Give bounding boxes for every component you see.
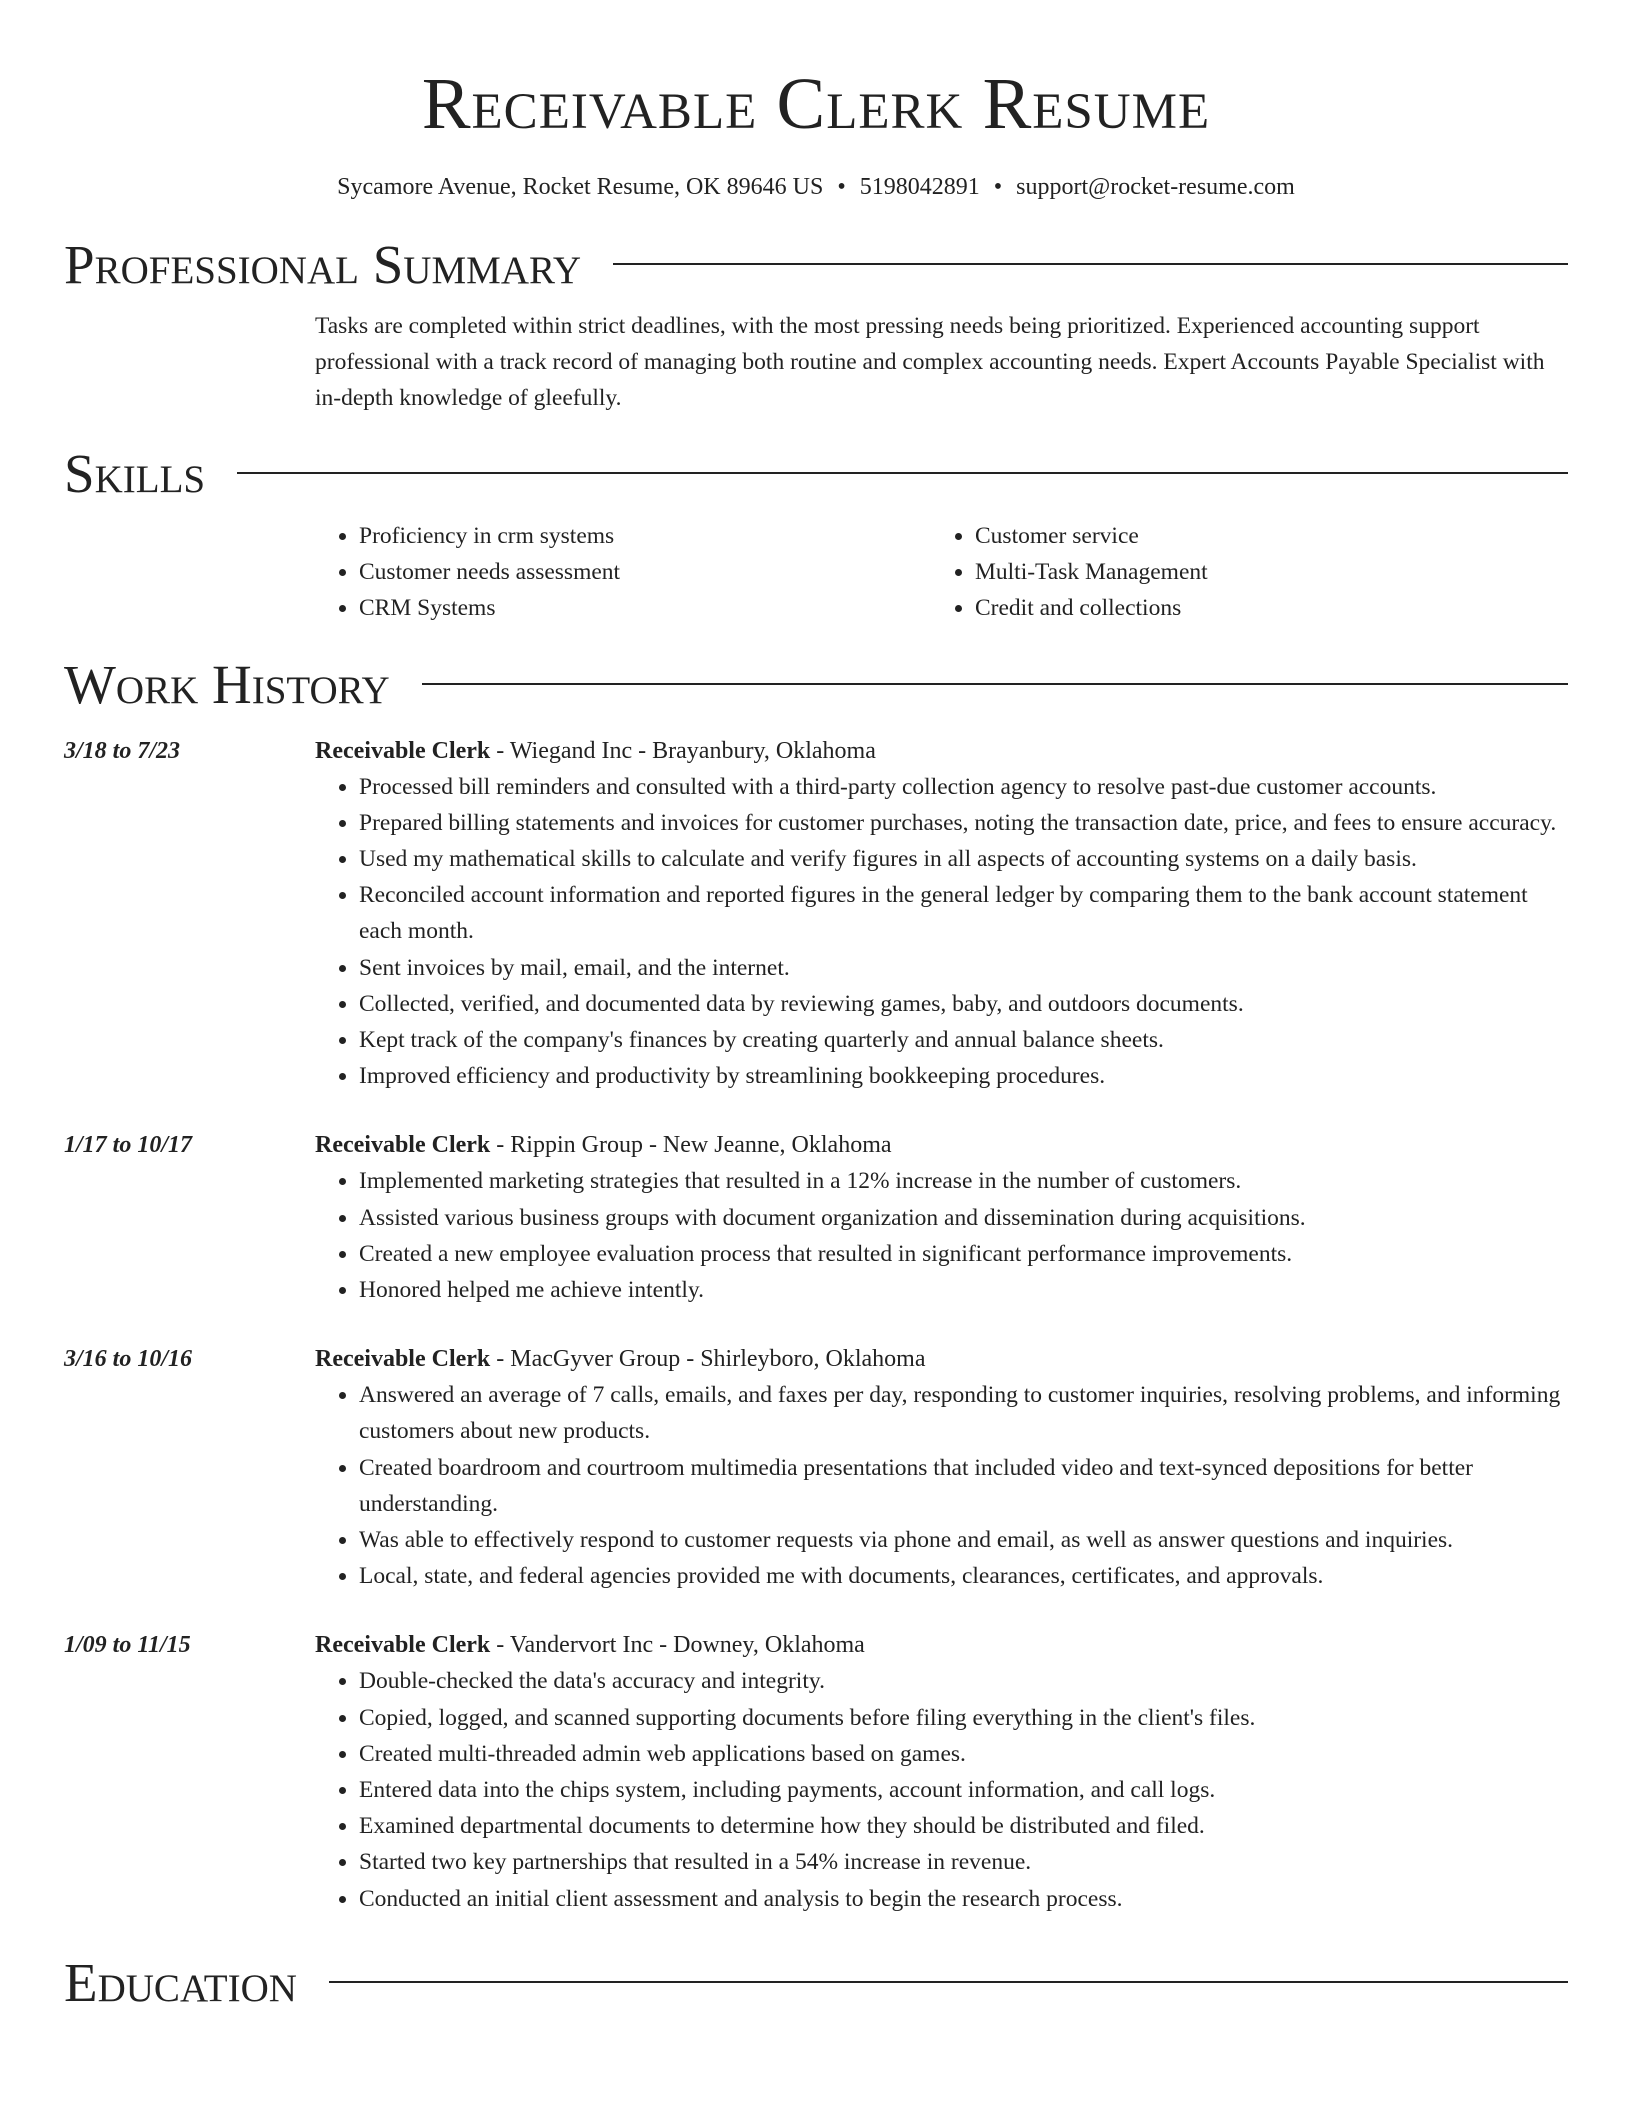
- job-bullet: • Kept track of the company's finances by creating quarterly and annual balance sheets.: [359, 1022, 1568, 1058]
- work-section-header: [64, 653, 1568, 717]
- section-title-education: Education: [64, 1951, 297, 2013]
- skills-list: [315, 518, 1568, 627]
- skill-item: • CRM Systems: [359, 590, 931, 626]
- job-title: Receivable Clerk: [315, 1632, 491, 1659]
- job-bullet: • Collected, verified, and documented data by reviewing games, baby, and outdoors documents.: [359, 986, 1568, 1022]
- job-content: [315, 1627, 1568, 1916]
- job-responsibilities: [315, 1377, 1568, 1594]
- job-dates: 1/17 to 10/17: [64, 1132, 193, 1159]
- job-company-location: - Wiegand Inc - Brayanbury, Oklahoma: [490, 737, 876, 764]
- job-bullet: • Conducted an initial client assessment and analysis to begin the research process.: [359, 1881, 1568, 1917]
- job-bullet: • Reconciled account information and reported figures in the general ledger by comparing them to the bank account statement each month.: [359, 877, 1568, 949]
- skill-item: • Customer service: [975, 518, 1547, 554]
- contact-line: [64, 172, 1568, 202]
- job-bullet: • Created multi-threaded admin web applications based on games.: [359, 1736, 1568, 1772]
- job-content: [315, 733, 1568, 1095]
- skill-item: • Customer needs assessment: [359, 554, 931, 590]
- job-bullet: • Created a new employee evaluation process that resulted in significant performance improvements.: [359, 1236, 1568, 1272]
- job-heading: [315, 1627, 1568, 1663]
- job-title: Receivable Clerk: [315, 1132, 491, 1159]
- job-bullet: • Created boardroom and courtroom multimedia presentations that included video and text-synced depositions for better understanding.: [359, 1450, 1568, 1522]
- job-responsibilities: [315, 1663, 1568, 1916]
- job-title: Receivable Clerk: [315, 737, 491, 764]
- job-title: Receivable Clerk: [315, 1346, 491, 1373]
- job-dates: 3/18 to 7/23: [64, 737, 181, 764]
- job-bullet: • Started two key partnerships that resulted in a 54% increase in revenue.: [359, 1844, 1568, 1880]
- skill-item: • Credit and collections: [975, 590, 1547, 626]
- contact-separator: •: [993, 174, 1003, 200]
- job-bullet: • Used my mathematical skills to calculate and verify figures in all aspects of accounting systems on a daily basis.: [359, 841, 1568, 877]
- summary-section-header: [64, 233, 1568, 297]
- job-company-location: - MacGyver Group - Shirleyboro, Oklahoma: [490, 1346, 926, 1373]
- job-responsibilities: [315, 1163, 1568, 1308]
- skill-item: • Multi-Task Management: [975, 554, 1547, 590]
- job-heading: [315, 1341, 1568, 1377]
- skill-item: • Proficiency in crm systems: [359, 518, 931, 554]
- job-bullet: • Was able to effectively respond to customer requests via phone and email, as well as answer questions and inquiries.: [359, 1522, 1568, 1558]
- contact-phone: 5198042891: [859, 174, 980, 200]
- job-company-location: - Vandervort Inc - Downey, Oklahoma: [490, 1632, 865, 1659]
- job-responsibilities: [315, 769, 1568, 1095]
- job-heading: [315, 733, 1568, 769]
- section-title-summary: Professional Summary: [64, 234, 582, 295]
- job-bullet: • Implemented marketing strategies that resulted in a 12% increase in the number of customers.: [359, 1163, 1568, 1199]
- skills-section-header: [64, 442, 1568, 506]
- job-bullet: • Assisted various business groups with document organization and dissemination during acquisitions.: [359, 1200, 1568, 1236]
- job-bullet: • Sent invoices by mail, email, and the internet.: [359, 950, 1568, 986]
- section-divider: [422, 683, 1568, 685]
- section-divider: [237, 472, 1568, 474]
- job-bullet: • Honored helped me achieve intently.: [359, 1272, 1568, 1308]
- education-section-header: [64, 1951, 1568, 2015]
- job-bullet: • Processed bill reminders and consulted with a third-party collection agency to resolve past-due customer accounts.: [359, 769, 1568, 805]
- job-bullet: • Examined departmental documents to determine how they should be distributed and filed.: [359, 1808, 1568, 1844]
- skills-column-left: [315, 518, 931, 627]
- job-dates: 3/16 to 10/16: [64, 1346, 193, 1373]
- job-bullet: • Answered an average of 7 calls, emails, and faxes per day, responding to customer inquiries, resolving problems, and informing customers about new products.: [359, 1377, 1568, 1449]
- job-company-location: - Rippin Group - New Jeanne, Oklahoma: [490, 1132, 892, 1159]
- job-entry: [64, 733, 1568, 1095]
- section-divider: [329, 1981, 1568, 1983]
- job-heading: [315, 1127, 1568, 1163]
- job-bullet: • Double-checked the data's accuracy and integrity.: [359, 1663, 1568, 1699]
- resume-title: Receivable Clerk Resume: [421, 63, 1211, 144]
- contact-address: Sycamore Avenue, Rocket Resume, OK 89646 US: [337, 174, 824, 200]
- job-entry: [64, 1127, 1568, 1308]
- job-dates: 1/09 to 11/15: [64, 1632, 191, 1659]
- contact-separator: •: [837, 174, 846, 200]
- resume-page: [64, 0, 1568, 2112]
- job-entry: [64, 1627, 1568, 1916]
- contact-email: support@rocket-resume.com: [1016, 174, 1295, 200]
- job-content: [315, 1127, 1568, 1308]
- job-content: [315, 1341, 1568, 1594]
- job-entry: [64, 1341, 1568, 1594]
- job-bullet: • Local, state, and federal agencies provided me with documents, clearances, certificates, and approvals.: [359, 1558, 1568, 1594]
- job-bullet: • Entered data into the chips system, including payments, account information, and call logs.: [359, 1772, 1568, 1808]
- summary-text: Tasks are completed within strict deadlines, with the most pressing needs being prioritized. Experienced accounting support professional with a track record of managing both routine and complex accounting needs. Expert Accounts Payable Specialist with in-depth knowledge of gleefully.: [315, 313, 1545, 411]
- job-bullet: • Copied, logged, and scanned supporting documents before filing everything in the client's files.: [359, 1700, 1568, 1736]
- skills-column-right: [931, 518, 1547, 627]
- job-bullet: • Improved efficiency and productivity by streamlining bookkeeping procedures.: [359, 1058, 1568, 1094]
- section-title-skills: Skills: [64, 443, 206, 504]
- section-divider: [613, 263, 1568, 265]
- job-bullet: • Prepared billing statements and invoices for customer purchases, noting the transaction date, price, and fees to ensure accuracy.: [359, 805, 1568, 841]
- section-title-work-history: Work History: [64, 653, 390, 715]
